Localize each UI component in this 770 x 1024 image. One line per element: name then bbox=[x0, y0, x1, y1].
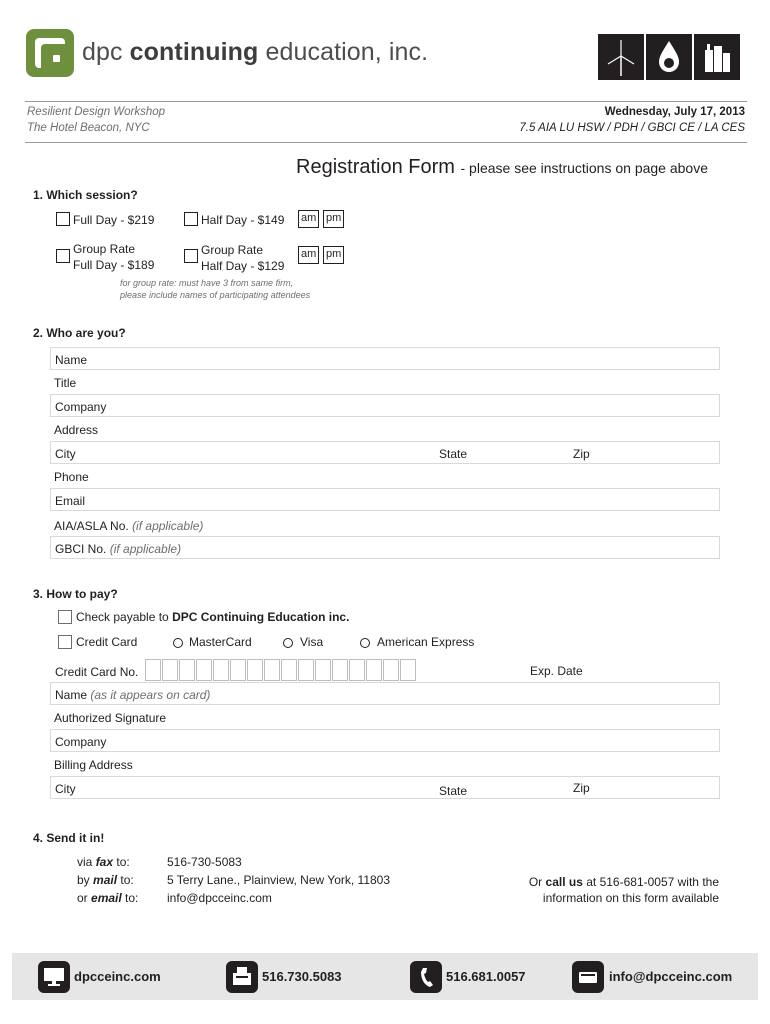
address-label: Address bbox=[54, 423, 99, 437]
visa-radio[interactable] bbox=[283, 638, 293, 648]
name-field[interactable] bbox=[50, 347, 720, 370]
address-field[interactable] bbox=[50, 418, 720, 441]
mailing-address: 5 Terry Lane., Plainview, New York, 11803 bbox=[167, 873, 391, 887]
credit-card-digit-box[interactable] bbox=[145, 659, 161, 681]
aia-label-text: AIA/ASLA No. bbox=[54, 519, 129, 533]
footer-website[interactable]: dpcceinc.com bbox=[74, 969, 161, 984]
session-heading: 1. Which session? bbox=[33, 188, 138, 202]
credit-card-digit-box[interactable] bbox=[332, 659, 348, 681]
building-icon bbox=[694, 34, 740, 80]
brand-name bbox=[82, 38, 428, 67]
email-or: or bbox=[77, 891, 88, 905]
event-name: Resilient Design Workshop bbox=[27, 106, 166, 118]
credit-card-digit-box[interactable] bbox=[298, 659, 314, 681]
credit-card-digit-box[interactable] bbox=[196, 659, 212, 681]
mail-to: to: bbox=[120, 873, 134, 887]
authorized-signature-field[interactable] bbox=[50, 706, 720, 729]
title-label: Title bbox=[54, 376, 77, 390]
authorized-signature-label: Authorized Signature bbox=[54, 711, 167, 725]
credit-card-digit-box[interactable] bbox=[213, 659, 229, 681]
company-logo bbox=[26, 29, 74, 77]
check-prefix: Check payable to bbox=[76, 610, 169, 624]
email-address[interactable]: info@dpcceinc.com bbox=[167, 891, 272, 905]
american-express-label: American Express bbox=[377, 635, 475, 649]
call-suffix: at 516-681-0057 with the bbox=[586, 875, 719, 889]
form-title bbox=[296, 156, 708, 179]
email-to: to: bbox=[125, 891, 139, 905]
credit-card-digit-box[interactable] bbox=[247, 659, 263, 681]
visa-label: Visa bbox=[300, 635, 324, 649]
brand-prefix: dpc bbox=[82, 38, 123, 66]
pay-heading: 3. How to pay? bbox=[33, 587, 118, 601]
brand-suffix: education, bbox=[265, 38, 382, 66]
expiration-date-label: Exp. Date bbox=[530, 664, 583, 678]
company-field[interactable] bbox=[50, 394, 720, 417]
phone-label: Phone bbox=[54, 470, 89, 484]
fax-via: via bbox=[77, 855, 93, 869]
group-rate-note-1: for group rate: must have 3 from same firm, bbox=[120, 278, 294, 288]
header-divider bbox=[25, 101, 747, 102]
cardholder-name-label bbox=[55, 688, 210, 702]
group-half-day-label-1: Group Rate bbox=[201, 243, 264, 257]
fax-label bbox=[77, 855, 130, 869]
mastercard-label: MasterCard bbox=[189, 635, 252, 649]
phone-field[interactable] bbox=[50, 465, 720, 488]
computer-icon bbox=[38, 961, 70, 993]
aia-label bbox=[54, 519, 203, 533]
credit-card-digit-box[interactable] bbox=[383, 659, 399, 681]
email-label: Email bbox=[55, 494, 86, 508]
zip-label: Zip bbox=[573, 447, 590, 461]
name-label: Name bbox=[55, 353, 88, 367]
group-full-day-label-1: Group Rate bbox=[73, 242, 136, 256]
subheader-divider bbox=[25, 142, 747, 143]
footer-email[interactable]: info@dpcceinc.com bbox=[609, 969, 733, 984]
aia-note: (if applicable) bbox=[132, 519, 204, 533]
phone-icon bbox=[410, 961, 442, 993]
call-word: call us bbox=[545, 875, 583, 889]
envelope-icon bbox=[572, 961, 604, 993]
fax-machine-icon bbox=[226, 961, 258, 993]
email-send-label bbox=[77, 891, 138, 905]
event-date: Wednesday, July 17, 2013 bbox=[604, 106, 745, 118]
group-full-day-label-2: Full Day - $189 bbox=[73, 258, 155, 272]
mail-word: mail bbox=[93, 873, 118, 887]
call-us-line-1 bbox=[529, 875, 719, 889]
form-title-note: - please see instructions on page above bbox=[460, 160, 708, 176]
billing-address-field[interactable] bbox=[50, 753, 720, 776]
aia-number-field[interactable] bbox=[50, 514, 720, 537]
full-day-checkbox[interactable] bbox=[56, 212, 70, 226]
check-payee: DPC Continuing Education inc. bbox=[172, 610, 350, 624]
mastercard-radio[interactable] bbox=[173, 638, 183, 648]
call-prefix: Or bbox=[528, 875, 543, 889]
cardholder-name-note: (as it appears on card) bbox=[90, 688, 211, 702]
credit-card-digit-box[interactable] bbox=[281, 659, 297, 681]
state-label: State bbox=[439, 447, 468, 461]
cardholder-name-text: Name bbox=[55, 688, 88, 702]
gbci-label-text: GBCI No. bbox=[55, 542, 107, 556]
full-day-label: Full Day - $219 bbox=[73, 213, 155, 227]
city-state-zip-field[interactable] bbox=[50, 441, 720, 464]
credit-card-digit-box[interactable] bbox=[162, 659, 178, 681]
email-word: email bbox=[91, 891, 122, 905]
check-payment-label bbox=[76, 610, 349, 624]
billing-zip-label: Zip bbox=[573, 781, 590, 795]
billing-city-state-zip-field[interactable] bbox=[50, 776, 720, 799]
brand-inc: inc. bbox=[388, 38, 429, 66]
billing-city-label: City bbox=[55, 782, 76, 796]
city-label: City bbox=[55, 447, 76, 461]
footer-phone: 516.681.0057 bbox=[446, 969, 526, 984]
call-us-line-2: information on this form available bbox=[542, 891, 719, 905]
company-label: Company bbox=[55, 400, 107, 414]
group-rate-note-2: please include names of participating attendees bbox=[120, 290, 311, 300]
group-half-day-pm-option[interactable]: pm bbox=[323, 246, 344, 264]
check-payment-checkbox[interactable] bbox=[58, 610, 72, 624]
billing-company-field[interactable] bbox=[50, 729, 720, 752]
gbci-number-field[interactable] bbox=[50, 536, 720, 559]
gbci-label bbox=[55, 542, 181, 556]
group-half-day-checkbox[interactable] bbox=[184, 249, 198, 263]
credit-card-label: Credit Card bbox=[76, 635, 138, 649]
american-express-radio[interactable] bbox=[360, 638, 370, 648]
credit-card-digit-box[interactable] bbox=[349, 659, 365, 681]
half-day-am-option[interactable]: am bbox=[298, 210, 319, 228]
event-credits: 7.5 AIA LU HSW / PDH / GBCI CE / LA CES bbox=[519, 122, 745, 134]
credit-card-number-label: Credit Card No. bbox=[55, 665, 139, 679]
water-drop-icon bbox=[646, 34, 692, 80]
group-half-day-label-2: Half Day - $129 bbox=[201, 259, 285, 273]
credit-card-digit-box[interactable] bbox=[366, 659, 382, 681]
credit-card-digit-box[interactable] bbox=[230, 659, 246, 681]
group-full-day-checkbox[interactable] bbox=[56, 249, 70, 263]
email-field[interactable] bbox=[50, 488, 720, 511]
credit-card-checkbox[interactable] bbox=[58, 635, 72, 649]
title-field[interactable] bbox=[50, 371, 720, 394]
footer-fax: 516.730.5083 bbox=[262, 969, 342, 984]
who-heading: 2. Who are you? bbox=[33, 326, 126, 340]
event-venue: The Hotel Beacon, NYC bbox=[27, 122, 150, 134]
cardholder-name-field[interactable] bbox=[50, 682, 720, 705]
half-day-pm-option[interactable]: pm bbox=[323, 210, 344, 228]
billing-address-label: Billing Address bbox=[54, 758, 133, 772]
half-day-checkbox[interactable] bbox=[184, 212, 198, 226]
billing-state-label: State bbox=[439, 784, 468, 798]
group-half-day-am-option[interactable]: am bbox=[298, 246, 319, 264]
credit-card-digit-box[interactable] bbox=[315, 659, 331, 681]
mail-by: by bbox=[77, 873, 90, 887]
wind-turbine-icon bbox=[598, 34, 644, 80]
half-day-label: Half Day - $149 bbox=[201, 213, 285, 227]
billing-company-label: Company bbox=[55, 735, 107, 749]
fax-number: 516-730-5083 bbox=[167, 855, 242, 869]
credit-card-digit-box[interactable] bbox=[400, 659, 416, 681]
mail-label bbox=[77, 873, 134, 887]
gbci-note: (if applicable) bbox=[109, 542, 182, 556]
send-heading: 4. Send it in! bbox=[33, 831, 105, 845]
fax-to: to: bbox=[116, 855, 130, 869]
fax-word: fax bbox=[95, 855, 114, 869]
brand-bold: continuing bbox=[129, 38, 259, 66]
form-title-text: Registration Form bbox=[296, 156, 455, 178]
credit-card-digit-box[interactable] bbox=[179, 659, 195, 681]
credit-card-digit-box[interactable] bbox=[264, 659, 280, 681]
